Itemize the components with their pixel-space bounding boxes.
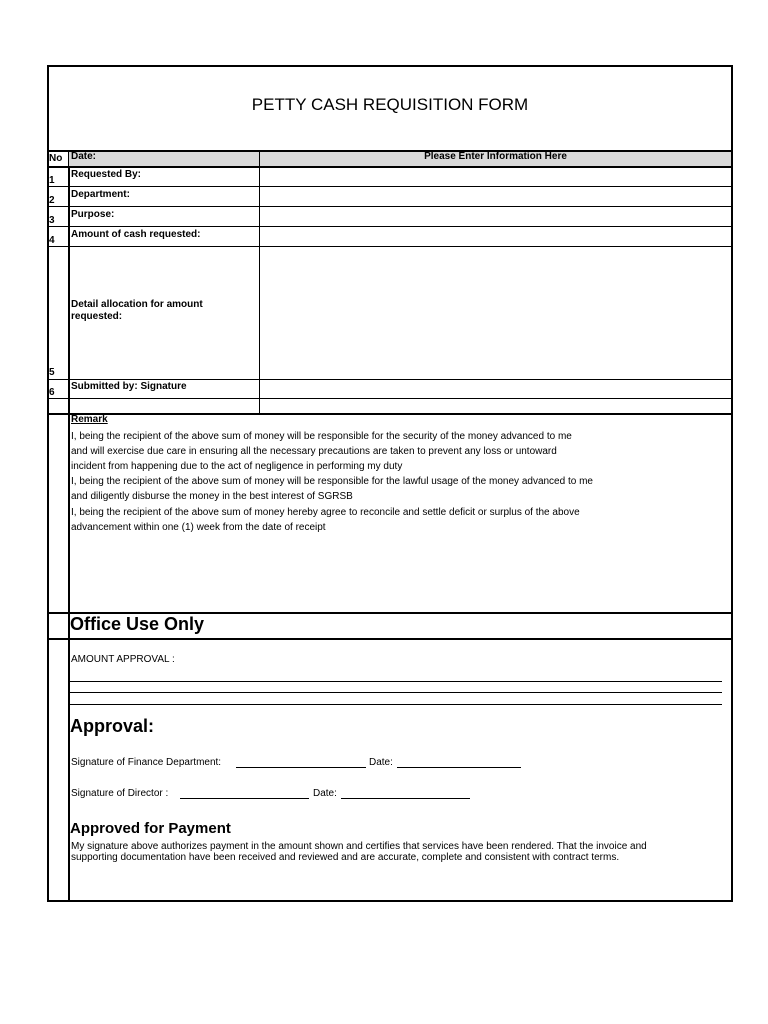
row-line (47, 226, 733, 227)
row-number: 2 (49, 195, 55, 206)
department-label: Department: (71, 189, 130, 200)
table-bottom-line (47, 413, 733, 415)
payment-statement-line2: supporting documentation have been received and reviewed and are accurate, complete and consistent with contract terms. (71, 852, 620, 863)
amount-approval-line[interactable] (70, 704, 722, 705)
remark-line: incident from happening due to the act of negligence in performing my duty (71, 461, 403, 472)
amount-approval-line[interactable] (70, 692, 722, 693)
frame-bottom (47, 900, 733, 902)
remark-line: I, being the recipient of the above sum of money will be responsible for the lawful usage of the money advanced to me (71, 476, 593, 487)
row-line (47, 206, 733, 207)
remark-line: I, being the recipient of the above sum of money hereby agree to reconcile and settle deficit or surplus of the above (71, 507, 580, 518)
row-number: 1 (49, 175, 55, 186)
office-section-bottom (47, 638, 733, 640)
finance-signature-label: Signature of Finance Department: (71, 757, 222, 768)
finance-date-label: Date: (369, 757, 393, 768)
finance-signature-line[interactable] (236, 767, 366, 768)
detail-allocation-label-line2: requested: (71, 311, 123, 322)
detail-allocation-label: Detail allocation for amount (71, 299, 203, 310)
date-label: Date: (71, 151, 97, 162)
requested-by-label: Requested By: (71, 169, 142, 180)
office-use-heading: Office Use Only (70, 614, 205, 634)
payment-statement-line1: My signature above authorizes payment in the amount shown and certifies that services have been rendered. That the invoice and (71, 841, 647, 852)
amount-approval-line[interactable] (70, 681, 722, 682)
director-date-label: Date: (313, 788, 337, 799)
table-header-bottom (47, 166, 733, 168)
finance-date-line[interactable] (397, 767, 521, 768)
row-number: 6 (49, 387, 55, 398)
no-column-divider (68, 150, 70, 901)
frame-right (731, 65, 733, 902)
info-column-header: Please Enter Information Here (424, 151, 567, 162)
remark-heading: Remark (71, 414, 108, 425)
purpose-label: Purpose: (71, 209, 115, 220)
amount-approval-label: AMOUNT APPROVAL : (71, 654, 175, 665)
director-signature-line[interactable] (180, 798, 309, 799)
row-line (47, 398, 733, 399)
remark-line: I, being the recipient of the above sum of money will be responsible for the security of the money advanced to me (71, 431, 572, 442)
amount-requested-label: Amount of cash requested: (71, 229, 201, 240)
row-line (47, 186, 733, 187)
no-column-header: No (49, 153, 63, 164)
frame-left (47, 65, 49, 902)
approved-payment-heading: Approved for Payment (70, 820, 231, 837)
frame-top (47, 65, 733, 67)
remark-line: and diligently disburse the money in the best interest of SGRSB (71, 491, 353, 502)
remark-line: and will exercise due care in ensuring all the necessary precautions are taken to prevent any loss or untoward (71, 446, 557, 457)
remark-line: advancement within one (1) week from the date of receipt (71, 522, 326, 533)
row-number: 5 (49, 367, 55, 378)
row-number: 3 (49, 215, 55, 226)
form-title: PETTY CASH REQUISITION FORM (251, 95, 529, 114)
row-line (47, 246, 733, 247)
row-number: 4 (49, 235, 55, 246)
submitted-by-label: Submitted by: Signature (71, 381, 187, 392)
approval-heading: Approval: (70, 716, 155, 736)
value-column-divider (259, 150, 260, 414)
director-signature-label: Signature of Director : (71, 788, 169, 799)
row-line (47, 379, 733, 380)
director-date-line[interactable] (341, 798, 470, 799)
